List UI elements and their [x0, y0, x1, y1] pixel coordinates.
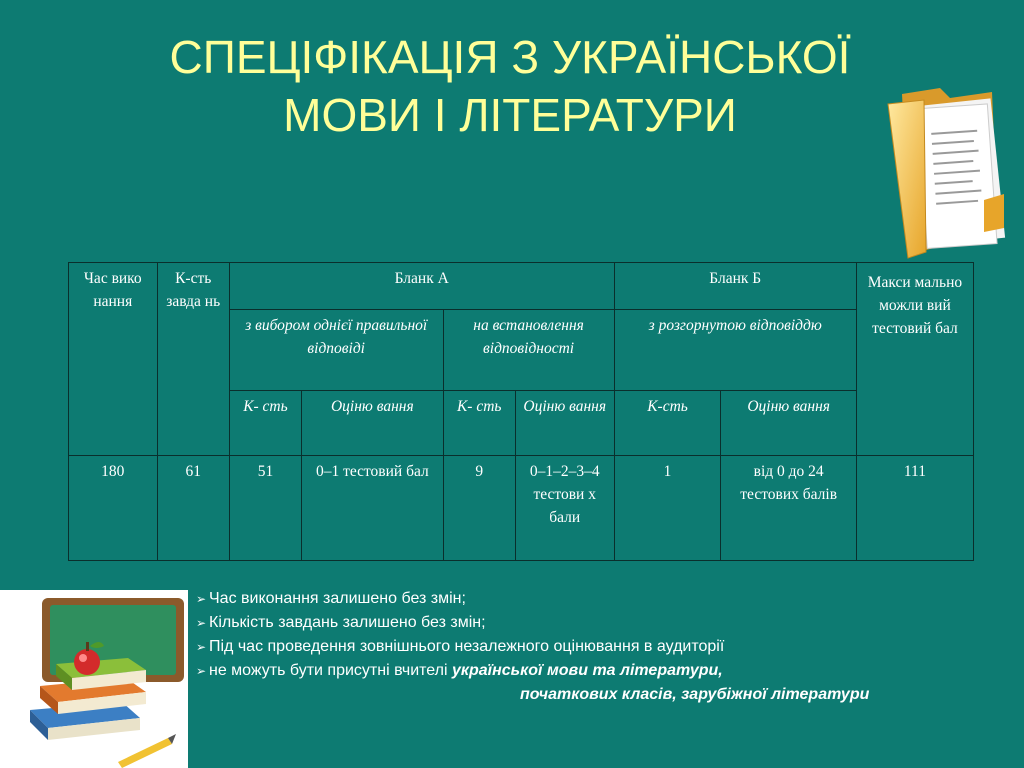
cell-max-score: 111	[856, 456, 973, 561]
arrow-bullet-icon: ➢	[196, 664, 207, 678]
header-a2-count: К- сть	[443, 391, 515, 456]
books-apple-icon	[0, 590, 188, 768]
header-b-score: Оціню вання	[721, 391, 856, 456]
title-line-2: МОВИ І ЛІТЕРАТУРИ	[283, 89, 737, 141]
list-item	[196, 635, 986, 659]
note-text-3: Під час проведення зовнішнього незалежного оцінювання в аудиторії	[209, 638, 725, 655]
arrow-bullet-icon: ➢	[196, 592, 207, 606]
notes-list	[196, 587, 986, 706]
header-count: К-сть завда нь	[157, 263, 229, 456]
note-text-4-emphasis: української мови та літератури,	[451, 662, 723, 679]
cell-a2-count: 9	[443, 456, 515, 561]
header-time: Час вико нання	[69, 263, 158, 456]
header-choice: з вибором однієї правильної відповіді	[229, 310, 443, 391]
title-line-1: СПЕЦІФІКАЦІЯ З УКРАЇНСЬКОЇ	[169, 31, 851, 83]
list-item	[196, 659, 986, 683]
header-blank-a: Бланк А	[229, 263, 614, 310]
note-text-2: Кількість завдань залишено без змін;	[209, 614, 486, 631]
table-header-row-1	[69, 263, 974, 310]
arrow-bullet-icon: ➢	[196, 640, 207, 654]
list-item	[196, 587, 986, 611]
cell-a2-score: 0–1–2–3–4 тестови х бали	[515, 456, 614, 561]
list-item	[196, 611, 986, 635]
arrow-bullet-icon: ➢	[196, 616, 207, 630]
note-text-4-continuation: початкових класів, зарубіжної літератури	[520, 686, 870, 703]
table-row	[69, 456, 974, 561]
header-max-score: Макси мально можли вий тестовий бал	[856, 263, 973, 456]
slide-title	[60, 28, 960, 144]
header-open-answer: з розгорнутою відповіддю	[614, 310, 856, 391]
cell-b-count: 1	[614, 456, 721, 561]
note-text-4: не можуть бути присутні вчителі	[209, 662, 452, 679]
cell-time: 180	[69, 456, 158, 561]
cell-count: 61	[157, 456, 229, 561]
cell-a1-count: 51	[229, 456, 301, 561]
header-blank-b: Бланк Б	[614, 263, 856, 310]
cell-a1-score: 0–1 тестовий бал	[302, 456, 444, 561]
specification-table	[68, 262, 974, 561]
cell-b-score: від 0 до 24 тестових балів	[721, 456, 856, 561]
header-matching: на встановлення відповідності	[443, 310, 614, 391]
note-text-1: Час виконання залишено без змін;	[209, 590, 466, 607]
header-b-count: К-сть	[614, 391, 721, 456]
header-a1-count: К- сть	[229, 391, 301, 456]
folder-icon	[880, 82, 1008, 262]
header-a1-score: Оціню вання	[302, 391, 444, 456]
header-a2-score: Оціню вання	[515, 391, 614, 456]
